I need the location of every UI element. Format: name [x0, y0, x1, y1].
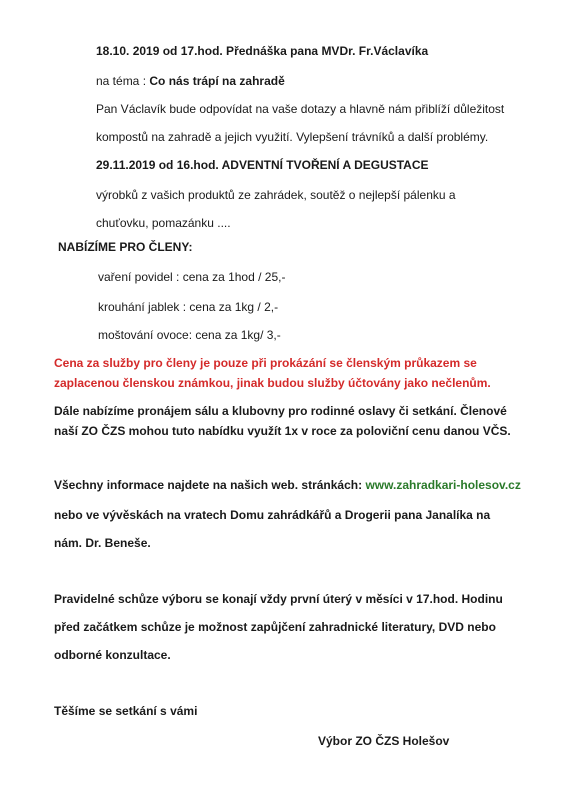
notice-line1: Cena za služby pro členy je pouze při prokázání se členským průkazem se [54, 356, 477, 370]
info-line1-text: Všechny informace najdete na našich web. stránkách: [54, 478, 366, 492]
event1-topic-line [96, 74, 285, 88]
event1-date-line: 18.10. 2019 od 17.hod. Přednáška pana MVDr. Fr.Václavíka [96, 44, 429, 58]
offer-item: moštování ovoce: cena za 1kg/ 3,- [98, 328, 281, 342]
event1-topic-label: na téma : [96, 74, 150, 88]
meetings-line2: před začátkem schůze je možnost zapůjčení zahradnické literatury, DVD nebo [54, 620, 496, 634]
info-line1 [54, 478, 521, 492]
rental-line1: Dále nabízíme pronájem sálu a klubovny pro rodinné oslavy či setkání. Členové [54, 404, 507, 418]
closing-text: Těšíme se setkání s vámi [54, 704, 198, 718]
info-line3: nám. Dr. Beneše. [54, 536, 151, 550]
offer-item: krouhání jablek : cena za 1kg / 2,- [98, 300, 279, 314]
meetings-line3: odborné konzultace. [54, 648, 171, 662]
offer-heading: NABÍZÍME PRO ČLENY: [58, 240, 193, 254]
website-link[interactable]: www.zahradkari-holesov.cz [365, 478, 521, 492]
signature: Výbor ZO ČZS Holešov [318, 734, 450, 748]
meetings-line1: Pravidelné schůze výboru se konají vždy první úterý v měsíci v 17.hod. Hodinu [54, 592, 503, 606]
event2-desc-line1: výrobků z vašich produktů ze zahrádek, soutěž o nejlepší pálenku a [96, 188, 456, 202]
event2-date-line: 29.11.2019 od 16.hod. ADVENTNÍ TVOŘENÍ A DEGUSTACE [96, 158, 429, 172]
offer-item: vaření povidel : cena za 1hod / 25,- [98, 270, 286, 284]
notice-line2: zaplacenou členskou známkou, jinak budou služby účtovány jako nečlenům. [54, 376, 491, 390]
event2-desc-line2: chuťovku, pomazánku .... [96, 216, 231, 230]
event1-topic: Co nás trápí na zahradě [149, 74, 285, 88]
info-line2: nebo ve vývěskách na vratech Domu zahrádkářů a Drogerii pana Janalíka na [54, 508, 491, 522]
rental-line2: naší ZO ČZS mohou tuto nabídku využít 1x v roce za poloviční cenu danou VČS. [54, 424, 511, 438]
event1-desc-line2: kompostů na zahradě a jejich využití. Vylepšení trávníků a další problémy. [96, 130, 489, 144]
event1-desc-line1: Pan Václavík bude odpovídat na vaše dotazy a hlavně nám přiblíží důležitost [96, 102, 505, 116]
